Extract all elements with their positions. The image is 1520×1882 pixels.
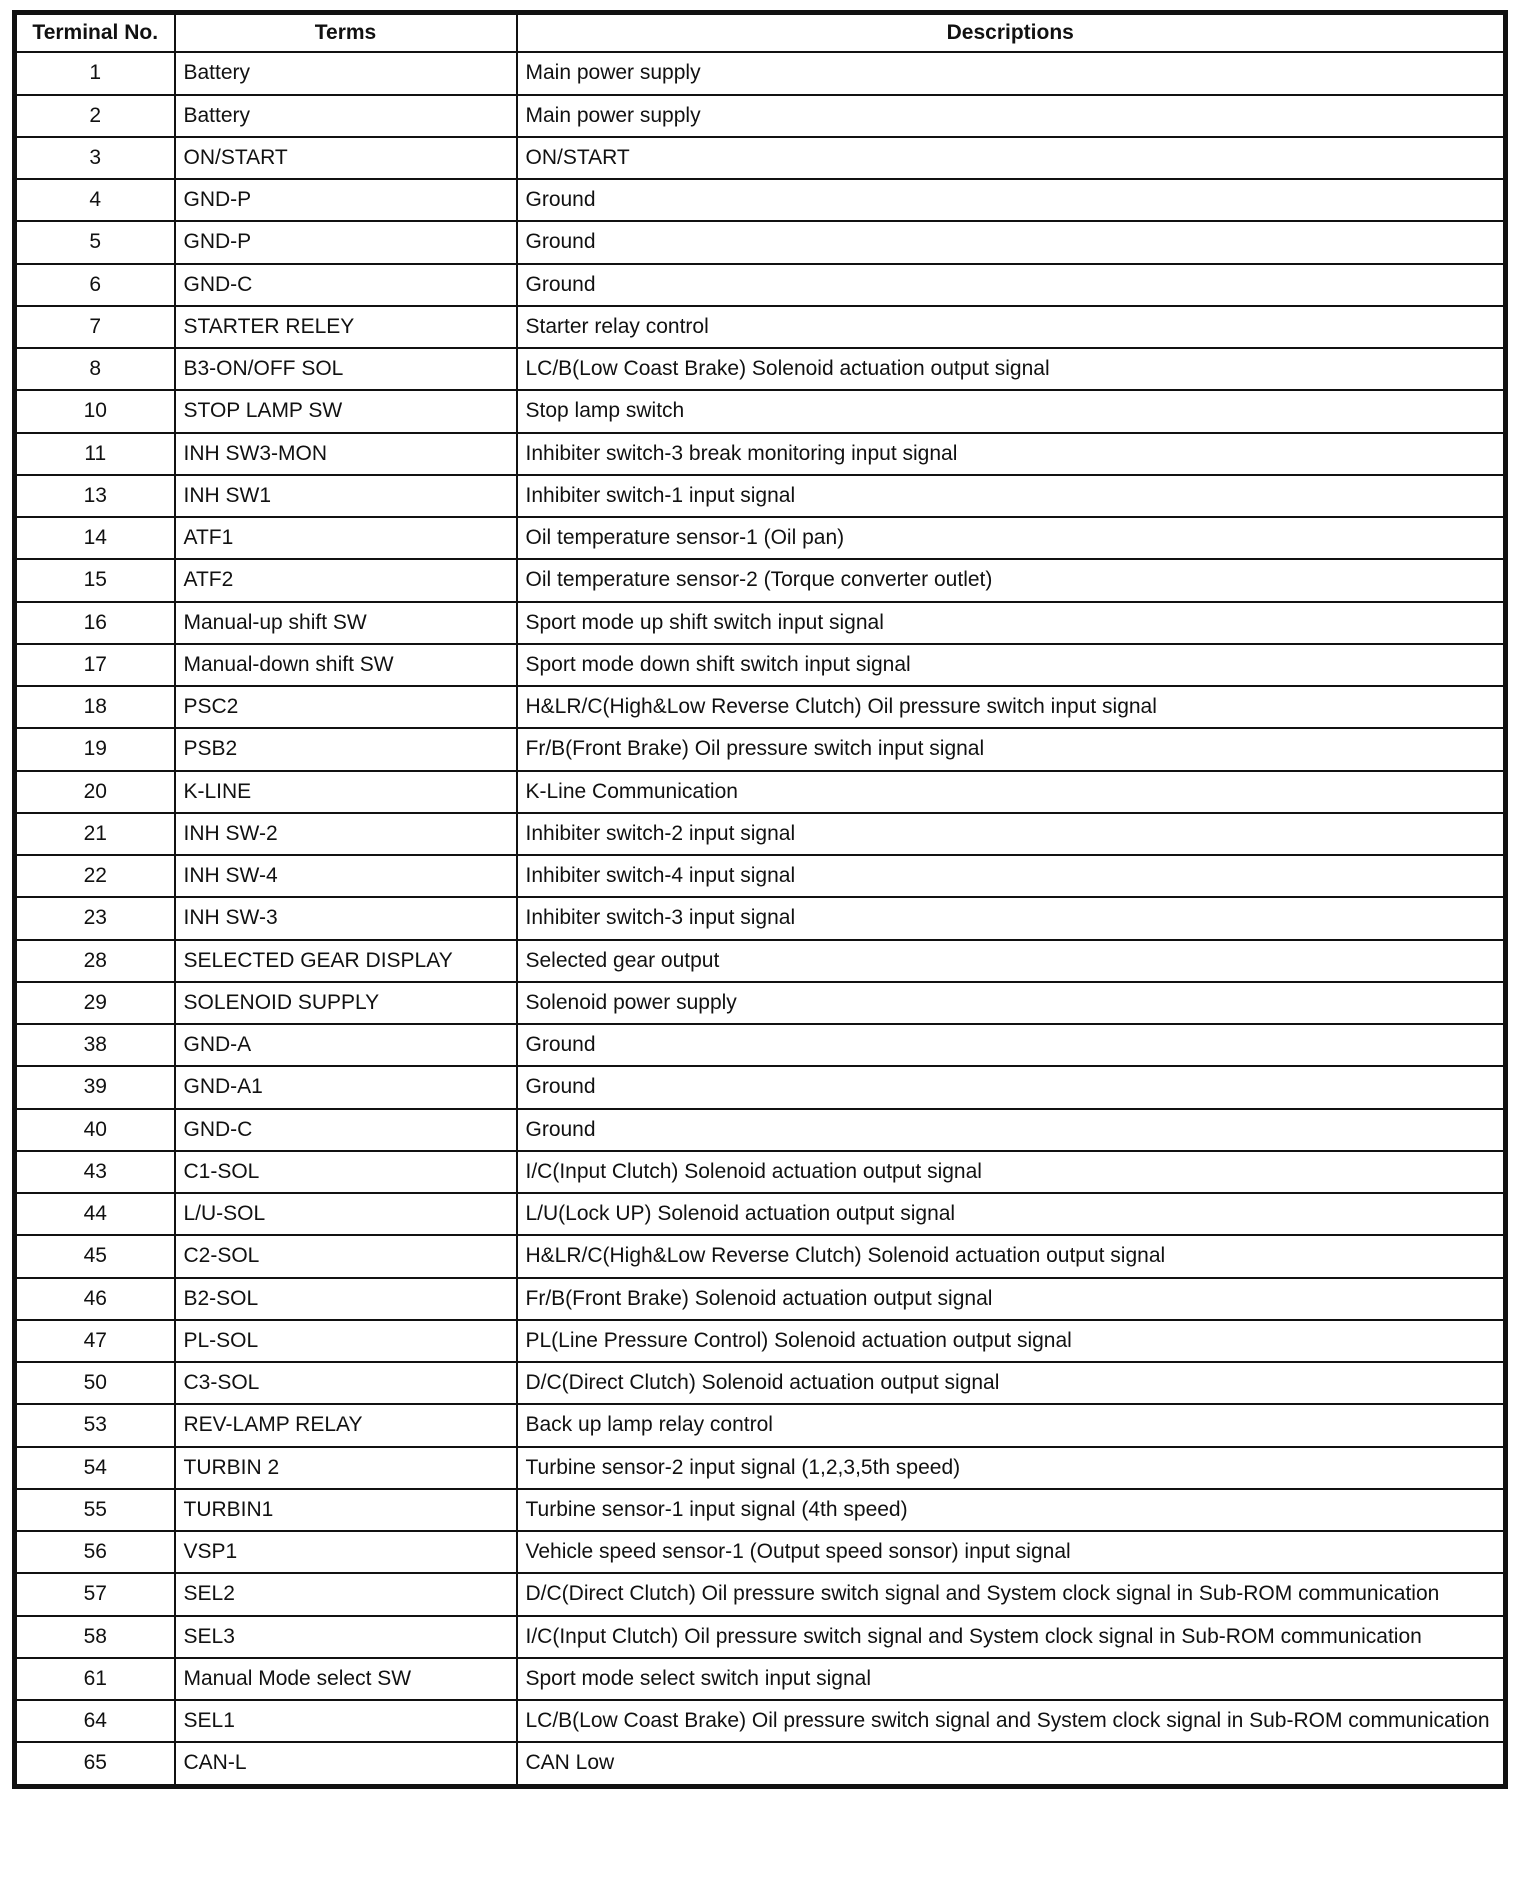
term-cell: REV-LAMP RELAY [175,1404,517,1446]
term-cell: INH SW1 [175,475,517,517]
terminal-assignment-table [12,10,1508,1789]
table-row [15,1742,1506,1786]
table-row [15,52,1506,94]
terminal-no-cell: 54 [15,1447,175,1489]
terminal-no-cell: 22 [15,855,175,897]
description-cell: Inhibiter switch-1 input signal [517,475,1506,517]
header-terminal-no: Terminal No. [15,13,175,53]
table-row [15,137,1506,179]
terminal-no-cell: 23 [15,897,175,939]
term-cell: GND-A [175,1024,517,1066]
table-row [15,1489,1506,1531]
table-row [15,433,1506,475]
description-cell: D/C(Direct Clutch) Oil pressure switch signal and System clock signal in Sub-ROM communication [517,1573,1506,1615]
terminal-no-cell: 38 [15,1024,175,1066]
term-cell: INH SW-2 [175,813,517,855]
term-cell: C3-SOL [175,1362,517,1404]
term-cell: C1-SOL [175,1151,517,1193]
description-cell: Main power supply [517,95,1506,137]
table-row [15,1404,1506,1446]
table-row [15,728,1506,770]
table-row [15,855,1506,897]
terminal-no-cell: 1 [15,52,175,94]
term-cell: B2-SOL [175,1278,517,1320]
terminal-no-cell: 47 [15,1320,175,1362]
description-cell: Oil temperature sensor-2 (Torque converter outlet) [517,559,1506,601]
terminal-no-cell: 4 [15,179,175,221]
description-cell: Inhibiter switch-3 break monitoring input signal [517,433,1506,475]
description-cell: I/C(Input Clutch) Solenoid actuation output signal [517,1151,1506,1193]
term-cell: SELECTED GEAR DISPLAY [175,940,517,982]
table-row [15,1235,1506,1277]
terminal-no-cell: 6 [15,264,175,306]
description-cell: Ground [517,1109,1506,1151]
table-row [15,771,1506,813]
description-cell: Sport mode down shift switch input signal [517,644,1506,686]
terminal-no-cell: 40 [15,1109,175,1151]
table-row [15,644,1506,686]
table-row [15,179,1506,221]
terminal-no-cell: 18 [15,686,175,728]
term-cell: SOLENOID SUPPLY [175,982,517,1024]
term-cell: GND-A1 [175,1066,517,1108]
description-cell: Stop lamp switch [517,390,1506,432]
description-cell: CAN Low [517,1742,1506,1786]
term-cell: INH SW-4 [175,855,517,897]
terminal-no-cell: 29 [15,982,175,1024]
description-cell: ON/START [517,137,1506,179]
term-cell: GND-P [175,221,517,263]
term-cell: Manual-up shift SW [175,602,517,644]
table-row [15,1700,1506,1742]
table-row [15,940,1506,982]
term-cell: C2-SOL [175,1235,517,1277]
term-cell: Manual-down shift SW [175,644,517,686]
description-cell: Sport mode up shift switch input signal [517,602,1506,644]
term-cell: Battery [175,95,517,137]
terminal-no-cell: 61 [15,1658,175,1700]
table-row [15,813,1506,855]
term-cell: SEL1 [175,1700,517,1742]
terminal-no-cell: 14 [15,517,175,559]
terminal-no-cell: 13 [15,475,175,517]
term-cell: PSC2 [175,686,517,728]
terminal-no-cell: 65 [15,1742,175,1786]
terminal-no-cell: 15 [15,559,175,601]
terminal-no-cell: 39 [15,1066,175,1108]
term-cell: Manual Mode select SW [175,1658,517,1700]
description-cell: K-Line Communication [517,771,1506,813]
terminal-no-cell: 43 [15,1151,175,1193]
table-header [15,13,1506,53]
terminal-no-cell: 5 [15,221,175,263]
description-cell: Solenoid power supply [517,982,1506,1024]
terminal-no-cell: 8 [15,348,175,390]
terminal-no-cell: 3 [15,137,175,179]
description-cell: Inhibiter switch-2 input signal [517,813,1506,855]
header-descriptions: Descriptions [517,13,1506,53]
description-cell: I/C(Input Clutch) Oil pressure switch signal and System clock signal in Sub-ROM communication [517,1616,1506,1658]
term-cell: ATF1 [175,517,517,559]
terminal-no-cell: 45 [15,1235,175,1277]
table-row [15,1573,1506,1615]
term-cell: K-LINE [175,771,517,813]
table-row [15,1320,1506,1362]
description-cell: Oil temperature sensor-1 (Oil pan) [517,517,1506,559]
term-cell: STOP LAMP SW [175,390,517,432]
term-cell: SEL2 [175,1573,517,1615]
table-row [15,517,1506,559]
term-cell: L/U-SOL [175,1193,517,1235]
table-row [15,264,1506,306]
terminal-no-cell: 11 [15,433,175,475]
table-row [15,348,1506,390]
description-cell: Ground [517,1024,1506,1066]
table-row [15,686,1506,728]
table-row [15,306,1506,348]
table-row [15,1447,1506,1489]
terminal-no-cell: 56 [15,1531,175,1573]
term-cell: TURBIN1 [175,1489,517,1531]
description-cell: Sport mode select switch input signal [517,1658,1506,1700]
table-row [15,897,1506,939]
description-cell: LC/B(Low Coast Brake) Oil pressure switch signal and System clock signal in Sub-ROM communication [517,1700,1506,1742]
term-cell: GND-C [175,1109,517,1151]
terminal-no-cell: 2 [15,95,175,137]
terminal-no-cell: 55 [15,1489,175,1531]
term-cell: STARTER RELEY [175,306,517,348]
description-cell: LC/B(Low Coast Brake) Solenoid actuation output signal [517,348,1506,390]
description-cell: Back up lamp relay control [517,1404,1506,1446]
table-row [15,1024,1506,1066]
description-cell: Ground [517,264,1506,306]
description-cell: Selected gear output [517,940,1506,982]
term-cell: GND-P [175,179,517,221]
description-cell: H&LR/C(High&Low Reverse Clutch) Oil pressure switch input signal [517,686,1506,728]
description-cell: Fr/B(Front Brake) Oil pressure switch input signal [517,728,1506,770]
terminal-no-cell: 7 [15,306,175,348]
term-cell: SEL3 [175,1616,517,1658]
term-cell: INH SW-3 [175,897,517,939]
terminal-no-cell: 20 [15,771,175,813]
table-body [15,52,1506,1786]
table-row [15,95,1506,137]
table-row [15,1658,1506,1700]
term-cell: CAN-L [175,1742,517,1786]
terminal-no-cell: 64 [15,1700,175,1742]
description-cell: Turbine sensor-2 input signal (1,2,3,5th speed) [517,1447,1506,1489]
terminal-no-cell: 28 [15,940,175,982]
term-cell: GND-C [175,264,517,306]
terminal-no-cell: 10 [15,390,175,432]
table-row [15,1066,1506,1108]
term-cell: ATF2 [175,559,517,601]
description-cell: Fr/B(Front Brake) Solenoid actuation output signal [517,1278,1506,1320]
term-cell: ON/START [175,137,517,179]
term-cell: B3-ON/OFF SOL [175,348,517,390]
table-row [15,982,1506,1024]
terminal-no-cell: 19 [15,728,175,770]
terminal-no-cell: 16 [15,602,175,644]
description-cell: Inhibiter switch-4 input signal [517,855,1506,897]
table-row [15,390,1506,432]
table-row [15,602,1506,644]
description-cell: D/C(Direct Clutch) Solenoid actuation output signal [517,1362,1506,1404]
description-cell: Inhibiter switch-3 input signal [517,897,1506,939]
term-cell: PSB2 [175,728,517,770]
term-cell: Battery [175,52,517,94]
table-row [15,559,1506,601]
description-cell: Vehicle speed sensor-1 (Output speed sonsor) input signal [517,1531,1506,1573]
description-cell: L/U(Lock UP) Solenoid actuation output signal [517,1193,1506,1235]
table-row [15,1531,1506,1573]
header-terms: Terms [175,13,517,53]
description-cell: Ground [517,179,1506,221]
header-row [15,13,1506,53]
term-cell: VSP1 [175,1531,517,1573]
term-cell: INH SW3-MON [175,433,517,475]
table-row [15,1151,1506,1193]
terminal-no-cell: 21 [15,813,175,855]
description-cell: Ground [517,221,1506,263]
table-row [15,1278,1506,1320]
table-row [15,475,1506,517]
terminal-no-cell: 50 [15,1362,175,1404]
description-cell: Main power supply [517,52,1506,94]
terminal-no-cell: 58 [15,1616,175,1658]
terminal-no-cell: 17 [15,644,175,686]
term-cell: TURBIN 2 [175,1447,517,1489]
terminal-no-cell: 46 [15,1278,175,1320]
description-cell: Turbine sensor-1 input signal (4th speed) [517,1489,1506,1531]
description-cell: H&LR/C(High&Low Reverse Clutch) Solenoid actuation output signal [517,1235,1506,1277]
description-cell: Starter relay control [517,306,1506,348]
table-row [15,1362,1506,1404]
description-cell: Ground [517,1066,1506,1108]
terminal-no-cell: 53 [15,1404,175,1446]
table-row [15,1616,1506,1658]
term-cell: PL-SOL [175,1320,517,1362]
terminal-no-cell: 44 [15,1193,175,1235]
table-row [15,1193,1506,1235]
terminal-no-cell: 57 [15,1573,175,1615]
table-row [15,1109,1506,1151]
description-cell: PL(Line Pressure Control) Solenoid actuation output signal [517,1320,1506,1362]
table-row [15,221,1506,263]
